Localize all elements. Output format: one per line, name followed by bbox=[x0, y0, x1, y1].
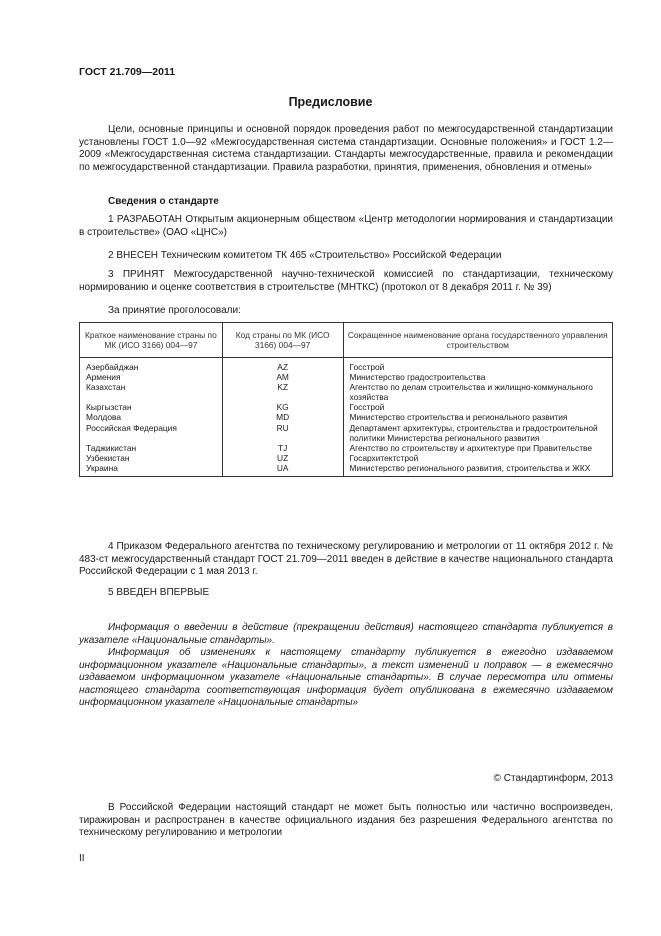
header-country-name: Краткое наименование страны по МК (ИСО 3166) 004—97 bbox=[80, 323, 223, 358]
country-name: Российская Федерация bbox=[80, 423, 223, 443]
country-name: Молдова bbox=[80, 412, 223, 422]
authority-name: Министерство градостроительства bbox=[343, 372, 613, 382]
authority-name: Госстрой bbox=[343, 358, 613, 373]
page-number: II bbox=[79, 853, 85, 864]
country-code: KZ bbox=[222, 382, 343, 402]
table-row bbox=[80, 382, 613, 402]
item-5-first-introduced: 5 ВВЕДЕН ВПЕРВЫЕ bbox=[108, 587, 210, 598]
country-name: Кыргызстан bbox=[80, 402, 223, 412]
section-title: Сведения о стандарте bbox=[108, 196, 219, 207]
authority-name: Госстрой bbox=[343, 402, 613, 412]
country-name: Армения bbox=[80, 372, 223, 382]
country-code: RU bbox=[222, 423, 343, 443]
notice-paragraph-1: Информация о введении в действие (прекращении действия) настоящего стандарта публикуется в указателе «Национальные стандарты». bbox=[79, 622, 613, 646]
header-authority: Сокращенное наименование органа государственного управления строительством bbox=[343, 323, 613, 358]
country-code: UA bbox=[222, 463, 343, 477]
page-title: Предисловие bbox=[288, 95, 373, 109]
country-name: Таджикистан bbox=[80, 443, 223, 453]
copyright-notice: © Стандартинформ, 2013 bbox=[493, 773, 613, 784]
voting-table bbox=[79, 322, 613, 477]
country-code: KG bbox=[222, 402, 343, 412]
country-code: TJ bbox=[222, 443, 343, 453]
table-header-row bbox=[80, 323, 613, 358]
item-2-introduced: 2 ВНЕСЕН Техническим комитетом ТК 465 «Строительство» Российской Федерации bbox=[108, 250, 502, 261]
country-code: AM bbox=[222, 372, 343, 382]
table-row bbox=[80, 402, 613, 412]
authority-name: Госархитектстрой bbox=[343, 453, 613, 463]
table-row bbox=[80, 372, 613, 382]
country-name: Украина bbox=[80, 463, 223, 477]
country-code: MD bbox=[222, 412, 343, 422]
authority-name: Министерство регионального развития, строительства и ЖКХ bbox=[343, 463, 613, 477]
authority-name: Агентство по делам строительства и жилищно-коммунального хозяйства bbox=[343, 382, 613, 402]
legal-paragraph: В Российской Федерации настоящий стандарт не может быть полностью или частично воспроизведен, тиражирован и распространен в качестве официального издания без разрешения Федерального агентства по техническому регулированию и метрологии bbox=[79, 802, 613, 839]
table-row bbox=[80, 423, 613, 443]
country-name: Казахстан bbox=[80, 382, 223, 402]
country-name: Азербайджан bbox=[80, 358, 223, 373]
notice-paragraph-2: Информация об изменениях к настоящему стандарту публикуется в ежегодно издаваемом информационном указателе «Национальные стандарты», а текст изменений и поправок — в ежемесячно издаваемом информационном указателе «Национальные стандарты». В случае пересмотра или отмены настоящего стандарта соответствующая информация будет опубликована в ежемесячно издаваемом информационном указателе «Национальные стандарты» bbox=[79, 647, 613, 709]
country-code: AZ bbox=[222, 358, 343, 373]
table-row bbox=[80, 358, 613, 373]
country-name: Узбекистан bbox=[80, 453, 223, 463]
table-row bbox=[80, 412, 613, 422]
vote-intro: За принятие проголосовали: bbox=[108, 305, 241, 316]
table-row bbox=[80, 453, 613, 463]
country-code: UZ bbox=[222, 453, 343, 463]
authority-name: Агентство по строительству и архитектуре при Правительстве bbox=[343, 443, 613, 453]
item-4-order: 4 Приказом Федерального агентства по техническому регулированию и метрологии от 11 октября 2012 г. № 483-ст межгосударственный стандарт ГОСТ 21.709—2011 введен в действие в качестве национального стандарта Российской Федерации с 1 мая 2013 г. bbox=[79, 541, 613, 578]
item-3-adopted: 3 ПРИНЯТ Межгосударственной научно-технической комиссией по стандартизации, техническому нормированию и оценке соответствия в строительстве (МНТКС) (протокол от 8 декабря 2011 г. № 39) bbox=[79, 269, 613, 293]
authority-name: Департамент архитектуры, строительства и градостроительной политики Министерства регионального развития bbox=[343, 423, 613, 443]
item-1-developed: 1 РАЗРАБОТАН Открытым акционерным обществом «Центр методологии нормирования и стандартизации в строительстве» (ОАО «ЦНС») bbox=[79, 214, 613, 238]
authority-name: Министерство строительства и регионального развития bbox=[343, 412, 613, 422]
intro-paragraph: Цели, основные принципы и основной порядок проведения работ по межгосударственной стандартизации установлены ГОСТ 1.0—92 «Межгосударственная система стандартизации. Основные положения» и ГОСТ 1.2—2009 «Межгосударственная система стандартизации. Стандарты межгосударственные, правила и рекомендации по межгосударственной стандартизации. Правила разработки, принятия, применения, обновления и отмены» bbox=[79, 124, 613, 173]
document-id-header: ГОСТ 21.709—2011 bbox=[79, 66, 176, 78]
header-country-code: Код страны по МК (ИСО 3166) 004—97 bbox=[222, 323, 343, 358]
table-row bbox=[80, 463, 613, 477]
table-row bbox=[80, 443, 613, 453]
